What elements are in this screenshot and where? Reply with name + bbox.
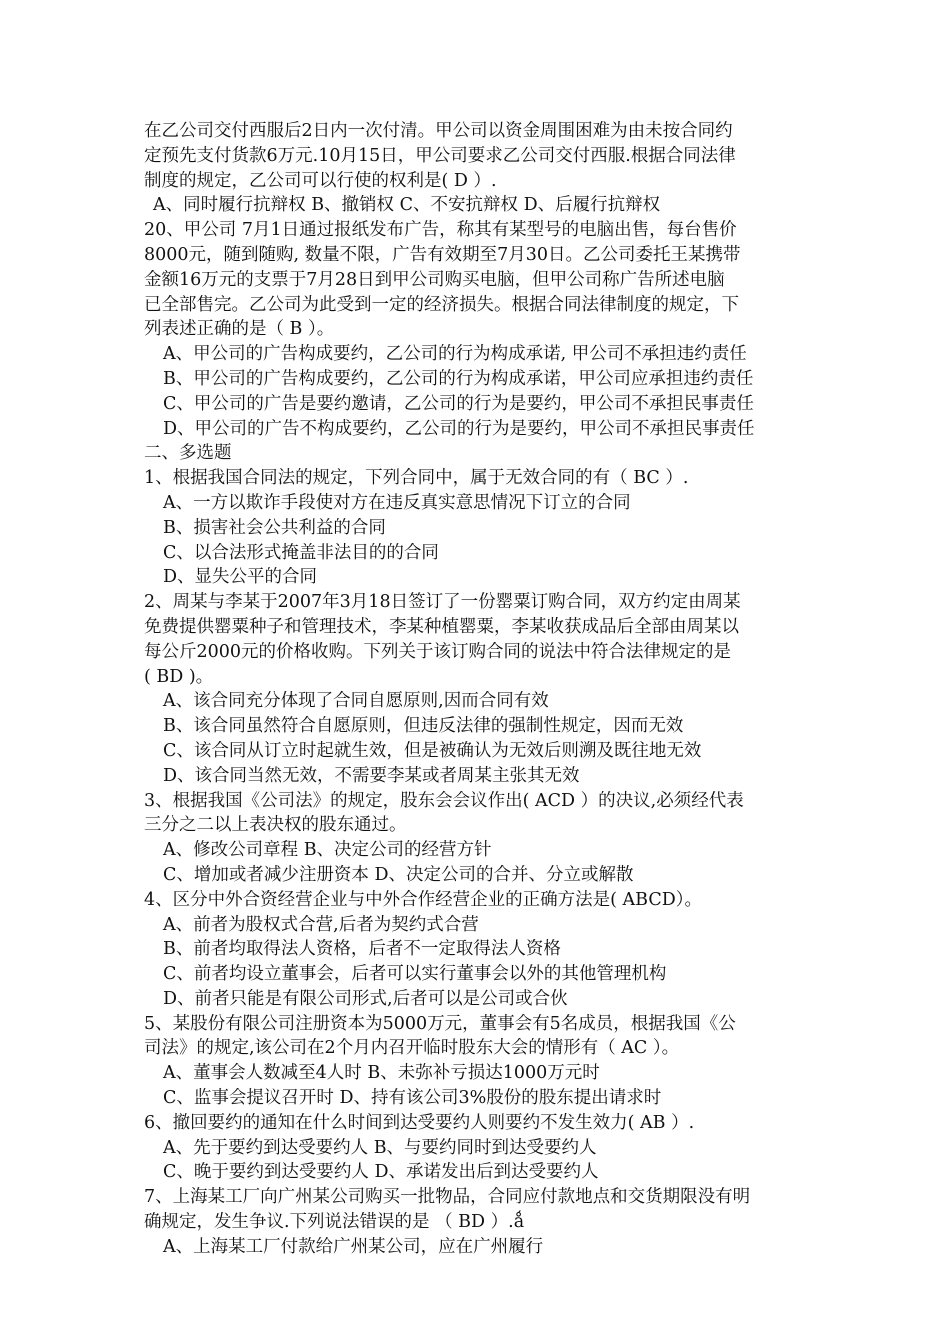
document-body (144, 119, 812, 1260)
text-line: 制度的规定，乙公司可以行使的权利是( D ）. (144, 170, 497, 191)
text-line: B、前者均取得法人资格，后者不一定取得法人资格 (163, 939, 561, 960)
text-line: D、显失公平的合同 (163, 567, 318, 588)
text-line: 定预先支付货款6万元.10月15日，甲公司要求乙公司交付西服.根据合同法律 (144, 145, 736, 166)
text-line: 每公斤2000元的价格收购。下列关于该订购合同的说法中符合法律规定的是 (144, 641, 732, 662)
text-line: B、损害社会公共利益的合同 (163, 517, 386, 538)
text-line: D、甲公司的广告不构成要约，乙公司的行为是要约，甲公司不承担民事责任 (163, 418, 755, 439)
text-line: D、前者只能是有限公司形式,后者可以是公司或合伙 (163, 988, 568, 1009)
text-line: 金额16万元的支票于7月28日到甲公司购买电脑，但甲公司称广告所述电脑 (144, 269, 725, 290)
text-line: C、晚于要约到达受要约人 D、承诺发出后到达受要约人 (163, 1162, 599, 1183)
text-line: A、甲公司的广告构成要约，乙公司的行为构成承诺, 甲公司不承担违约责任 (163, 344, 747, 365)
text-line: B、甲公司的广告构成要约，乙公司的行为构成承诺，甲公司应承担违约责任 (163, 368, 754, 389)
text-line: C、增加或者减少注册资本 D、决定公司的合并、分立或解散 (163, 864, 634, 885)
text-line: 在乙公司交付西服后2日内一次付清。甲公司以资金周围困难为由未按合同约 (144, 121, 733, 141)
text-line: A、一方以欺诈手段使对方在违反真实意思情况下订立的合同 (163, 492, 631, 513)
text-line: C、以合法形式掩盖非法目的的合同 (163, 542, 439, 563)
text-line: 二、多选题 (144, 443, 232, 464)
text-line: 1、根据我国合同法的规定，下列合同中，属于无效合同的有（ BC ）. (144, 468, 689, 489)
text-line: A、修改公司章程 B、决定公司的经营方针 (163, 840, 492, 861)
text-line: 3、根据我国《公司法》的规定，股东会会议作出( ACD ）的决议,必须经代表 (144, 790, 744, 811)
text-line: A、该合同充分体现了合同自愿原则,因而合同有效 (163, 691, 549, 712)
text-line: 确规定，发生争议.下列说法错误的是 （ BD ）.ǻ (144, 1212, 525, 1233)
text-line: 8000元，随到随购, 数量不限，广告有效期至7月30日。乙公司委托王某携带 (144, 244, 741, 265)
text-line: 6、撤回要约的通知在什么时间到达受要约人则要约不发生效力( AB ）. (144, 1112, 695, 1133)
text-line: 4、区分中外合资经营企业与中外合作经营企业的正确方法是( ABCD）。 (144, 889, 703, 910)
text-line: D、该合同当然无效，不需要李某或者周某主张其无效 (163, 765, 580, 786)
text-line: 5、某股份有限公司注册资本为5000万元，董事会有5名成员，根据我国《公 (144, 1013, 736, 1034)
text-line: 7、上海某工厂向广州某公司购买一批物品，合同应付款地点和交货期限没有明 (144, 1187, 751, 1208)
text-line: A、先于要约到达受要约人 B、与要约同时到达受要约人 (163, 1137, 597, 1158)
text-line: 已全部售完。乙公司为此受到一定的经济损失。根据合同法律制度的规定，下 (144, 294, 739, 315)
text-line: 20、甲公司 7月1日通过报纸发布广告，称其有某型号的电脑出售，每台售价 (144, 220, 737, 241)
text-line: A、董事会人数减至4人时 B、未弥补亏损达1000万元时 (163, 1063, 600, 1084)
text-line: A、同时履行抗辩权 B、撤销权 C、不安抗辩权 D、后履行抗辩权 (153, 195, 661, 216)
text-line: C、监事会提议召开时 D、持有该公司3%股份的股东提出请求时 (163, 1088, 662, 1109)
text-line: C、甲公司的广告是要约邀请，乙公司的行为是要约，甲公司不承担民事责任 (163, 393, 754, 414)
text-line: ( BD )。 (144, 666, 214, 687)
text-line: C、该合同从订立时起就生效，但是被确认为无效后则溯及既往地无效 (163, 740, 702, 761)
text-line: B、该合同虽然符合自愿原则，但违反法律的强制性规定，因而无效 (163, 716, 684, 737)
text-line: 2、周某与李某于2007年3月18日签订了一份罂粟订购合同，双方约定由周某 (144, 592, 741, 613)
text-line: 司法》的规定,该公司在2个月内召开临时股东大会的情形有（ AC ）。 (144, 1038, 680, 1059)
text-line: C、前者均设立董事会，后者可以实行董事会以外的其他管理机构 (163, 964, 667, 985)
text-line: A、上海某工厂付款给广州某公司，应在广州履行 (163, 1236, 544, 1257)
text-line: A、前者为股权式合营,后者为契约式合营 (163, 914, 479, 935)
text-line: 免费提供罂粟种子和管理技术，李某种植罂粟，李某收获成品后全部由周某以 (144, 616, 739, 637)
text-line: 三分之二以上表决权的股东通过。 (144, 815, 407, 836)
text-line: 列表述正确的是（ B ）。 (144, 319, 335, 340)
